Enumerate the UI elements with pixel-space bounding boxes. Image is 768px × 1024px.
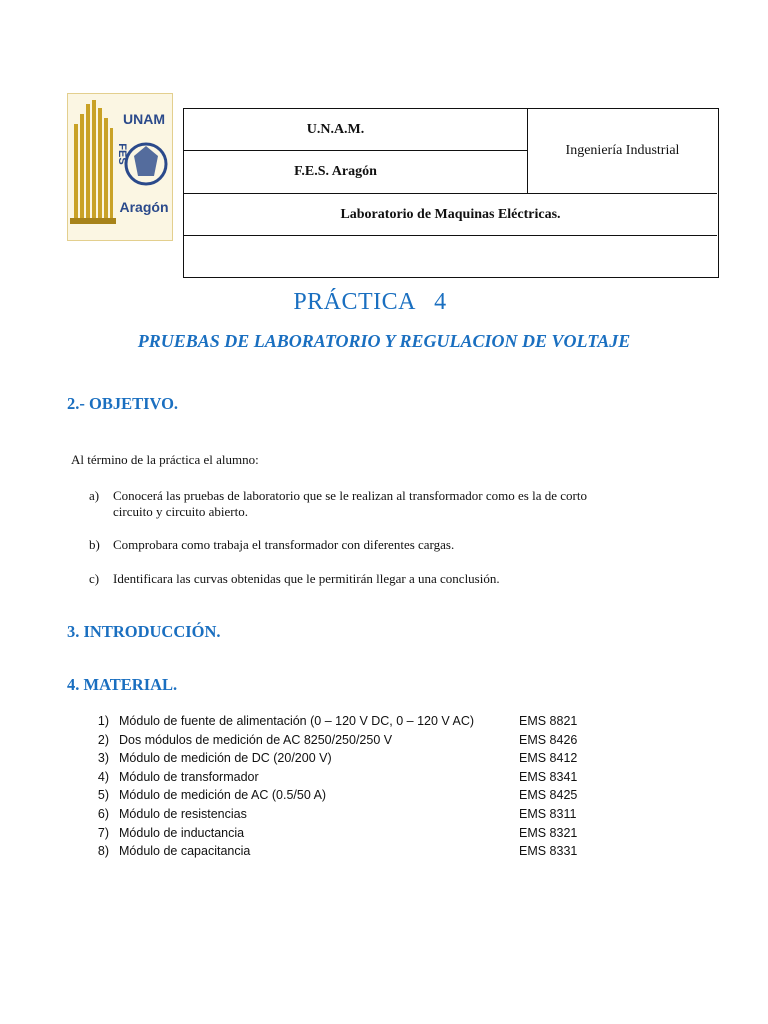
- objective-intro: Al término de la práctica el alumno:: [71, 452, 259, 467]
- list-item: [95, 844, 615, 863]
- material-description: Módulo de resistencias: [119, 806, 247, 821]
- list-item: [95, 733, 615, 752]
- material-code: EMS 8331: [519, 844, 578, 859]
- material-description: Dos módulos de medición de AC 8250/250/250 V: [119, 732, 393, 747]
- introduction-heading: 3. INTRODUCCIÓN.: [67, 622, 221, 641]
- material-code: EMS 8821: [519, 714, 578, 728]
- logo-text-fes: FES: [116, 143, 128, 165]
- header-table: [183, 108, 719, 278]
- material-description: Módulo de transformador: [119, 769, 259, 784]
- objective-item-text: Conocerá las pruebas de laboratorio que se le realizan al transformador como es la de corto: [113, 488, 587, 503]
- objective-item-letter: c): [89, 571, 100, 586]
- material-description: Módulo de medición de DC (20/200 V): [119, 751, 332, 766]
- material-code: EMS 8425: [519, 788, 578, 803]
- list-item: [95, 751, 615, 770]
- list-item: [95, 770, 615, 789]
- blank-cell: [184, 236, 717, 276]
- objective-item-letter: a): [89, 488, 100, 503]
- objective-item-letter: b): [89, 537, 100, 552]
- list-item: [95, 807, 615, 826]
- objective-item-text: circuito y circuito abierto.: [113, 504, 249, 519]
- material-code: EMS 8426: [519, 732, 578, 747]
- laboratory-cell: [184, 194, 717, 236]
- material-code: EMS 8311: [519, 806, 577, 821]
- objective-heading: 2.- OBJETIVO.: [67, 394, 179, 413]
- material-number: 6): [97, 806, 109, 821]
- material-number: 3): [97, 751, 109, 766]
- material-number: 1): [97, 714, 109, 728]
- material-description: Módulo de inductancia: [119, 825, 245, 840]
- logo-text-aragon: Aragón: [119, 199, 169, 215]
- logo-text-unam: UNAM: [123, 111, 165, 127]
- objective-item-text: Identificara las curvas obtenidas que le permitirán llegar a una conclusión.: [113, 571, 500, 586]
- practice-title: PRÁCTICA 4: [293, 289, 447, 315]
- material-description: Módulo de capacitancia: [119, 844, 251, 859]
- material-description: Módulo de medición de AC (0.5/50 A): [119, 788, 327, 803]
- list-item: [95, 788, 615, 807]
- material-code: EMS 8321: [519, 825, 578, 840]
- campus-cell: [184, 151, 528, 194]
- material-heading: 4. MATERIAL.: [67, 675, 178, 694]
- career-cell: [528, 109, 717, 194]
- material-number: 4): [97, 769, 109, 784]
- material-number: 7): [97, 825, 109, 840]
- material-list: [95, 714, 615, 863]
- laboratory-name: Laboratorio de Maquinas Eléctricas.: [340, 206, 561, 222]
- material-number: 5): [97, 788, 109, 803]
- practice-subtitle: PRUEBAS DE LABORATORIO Y REGULACION DE VOLTAJE: [137, 331, 631, 351]
- material-number: 2): [97, 732, 109, 747]
- institution-cell: [184, 109, 528, 151]
- list-item: [95, 826, 615, 845]
- material-description: Módulo de fuente de alimentación (0 – 120 V DC, 0 – 120 V AC): [119, 714, 475, 728]
- institution-name: U.N.A.M.: [306, 121, 365, 137]
- campus-name: F.E.S. Aragón: [294, 164, 377, 179]
- material-number: 8): [97, 844, 109, 859]
- material-code: EMS 8341: [519, 769, 578, 784]
- list-item: [95, 714, 615, 733]
- objective-item-text: Comprobara como trabaja el transformador con diferentes cargas.: [113, 537, 455, 552]
- material-code: EMS 8412: [519, 751, 578, 766]
- fes-aragon-logo: [67, 93, 173, 241]
- career-name: Ingeniería Industrial: [565, 143, 680, 158]
